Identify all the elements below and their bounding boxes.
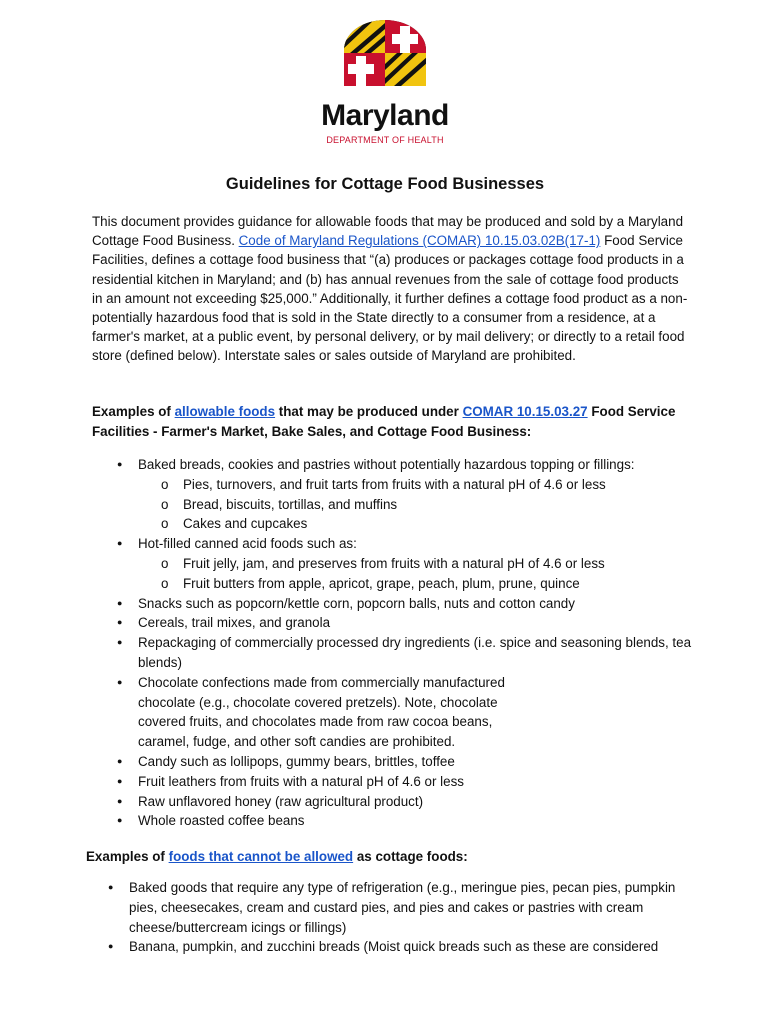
logo-wordmark: Maryland — [321, 99, 449, 132]
heading-text: Examples of — [92, 404, 175, 419]
list-item: ● Fruit leathers from fruits with a natural pH of 4.6 or less — [113, 772, 693, 792]
sub-list-item: o Fruit jelly, jam, and preserves from fruits with a natural pH of 4.6 or less — [138, 554, 693, 574]
logo-subtitle: DEPARTMENT OF HEALTH — [326, 135, 444, 145]
heading-text: that may be produced under — [275, 404, 463, 419]
list-item: ● Candy such as lollipops, gummy bears, brittles, toffee — [113, 752, 693, 772]
heading-text: Food Service Facilities - Farmer's Market, Bake Sales, and Cottage Food Business: — [92, 404, 676, 439]
sub-list-item: o Pies, turnovers, and fruit tarts from fruits with a natural pH of 4.6 or less — [138, 475, 693, 495]
intro-text-2: Food Service Facilities, defines a cottage food business that “(a) produces or packages cottage food products in a residential kitchen in Maryland; and (b) has annual revenues from the sale of cottage food products in an amount not exceeding $25,000.” Additionally, it further defines a cottage food product as a non-potentially hazardous food that is sold in the State directly to a consumer from a residence, at a farmer's market, at a public event, by personal delivery, or by mail delivery; or directly to a retail food store (defined below). Interstate sales or sales outside of Maryland are prohibited. — [92, 233, 688, 364]
list-item: ● Banana, pumpkin, and zucchini breads (Moist quick breads such as these are considered — [104, 937, 679, 957]
intro-paragraph — [92, 212, 692, 366]
heading-text: as cottage foods: — [353, 849, 468, 864]
comar-regulations-link[interactable]: Code of Maryland Regulations (COMAR) 10.15.03.02B(17-1) — [238, 233, 601, 249]
list-item-text: Baked breads, cookies and pastries without potentially hazardous topping or fillings: — [138, 457, 635, 472]
not-allowed-foods-heading — [86, 847, 686, 867]
foods-not-allowed-link[interactable]: foods that cannot be allowed — [168, 849, 354, 864]
list-item: ● Cereals, trail mixes, and granola — [113, 613, 693, 633]
sub-list — [138, 475, 693, 534]
sub-list-item: o Cakes and cupcakes — [138, 514, 693, 534]
list-item — [113, 455, 693, 534]
allowed-foods-heading — [92, 402, 692, 442]
list-item — [113, 534, 693, 593]
list-item: ● Snacks such as popcorn/kettle corn, popcorn balls, nuts and cotton candy — [113, 594, 693, 614]
list-item: ● Repackaging of commercially processed dry ingredients (i.e. spice and seasoning blends, tea blends) — [113, 633, 693, 673]
maryland-health-logo — [310, 20, 460, 145]
list-item: ● Baked goods that require any type of refrigeration (e.g., meringue pies, pecan pies, pumpkin pies, cheesecakes, cream and custard pies, and pies and cakes or pastries with cream cheese/buttercream icings or fillings) — [104, 878, 679, 937]
comar-10-15-03-27-link[interactable]: COMAR 10.15.03.27 — [462, 404, 588, 419]
intro-text-1: This document provides guidance for allowable foods that may be produced and sold by a Maryland Cottage Food Business. — [92, 214, 684, 249]
list-item: ● Raw unflavored honey (raw agricultural product) — [113, 792, 693, 812]
not-allowed-foods-list — [104, 878, 679, 957]
heading-text: Examples of — [86, 849, 169, 864]
sub-list — [138, 554, 693, 594]
list-item: ● Whole roasted coffee beans — [113, 811, 693, 831]
sub-list-item: o Bread, biscuits, tortillas, and muffins — [138, 495, 693, 515]
list-item: ● Chocolate confections made from commercially manufactured chocolate (e.g., chocolate covered pretzels). Note, chocolate covered fruits, and chocolates made from raw cocoa beans, caramel, fudge, and other soft candies are prohibited. — [113, 673, 693, 752]
page-title: Guidelines for Cottage Food Businesses — [225, 175, 545, 193]
sub-list-item: o Fruit butters from apple, apricot, grape, peach, plum, prune, quince — [138, 574, 693, 594]
allowed-foods-list — [113, 455, 693, 831]
allowable-foods-link[interactable]: allowable foods — [174, 404, 276, 419]
maryland-flag-shield-icon — [342, 20, 428, 86]
list-item-text: Hot-filled canned acid foods such as: — [138, 536, 357, 552]
